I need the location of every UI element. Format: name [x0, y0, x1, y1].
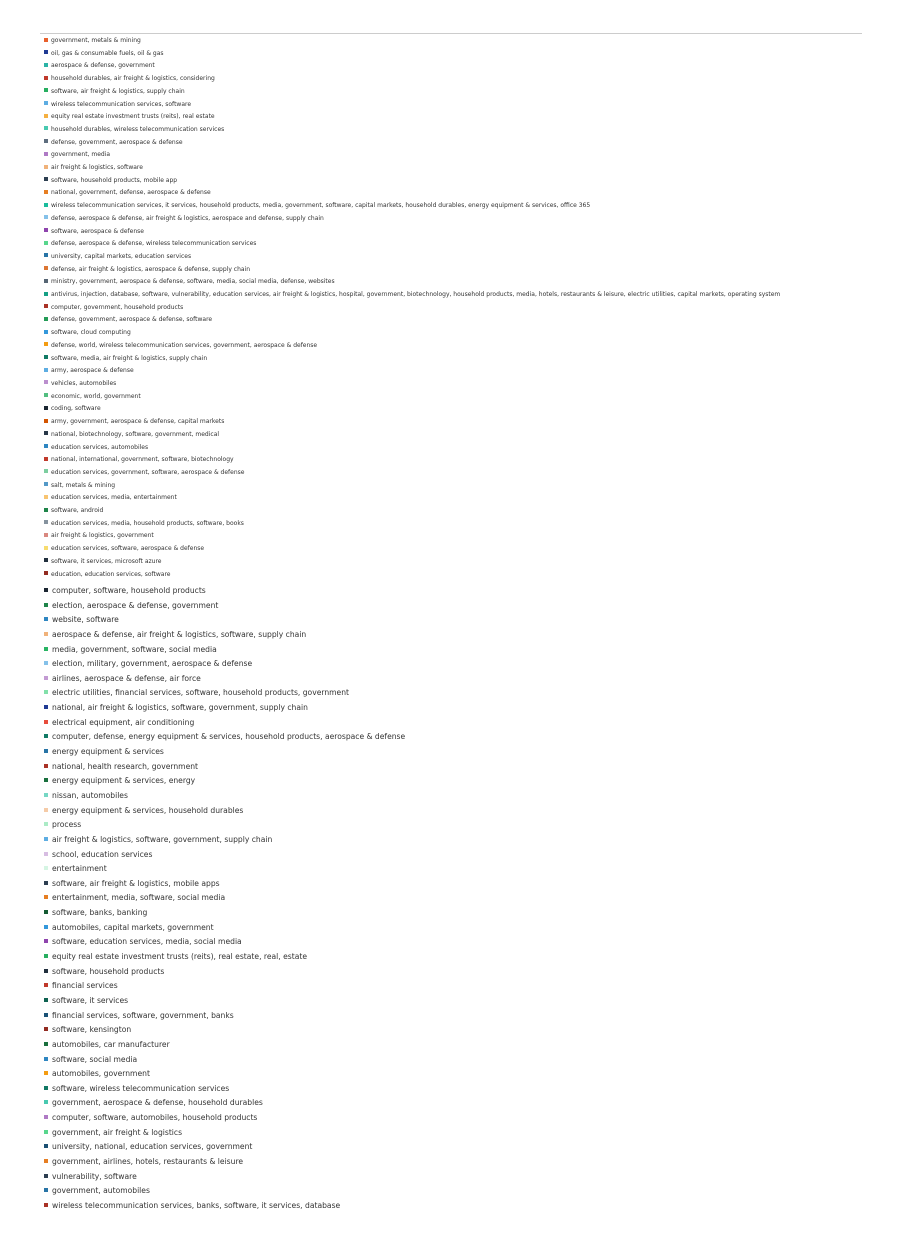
legend-label: oil, gas & consumable fuels, oil & gas — [51, 49, 164, 57]
legend-entry — [44, 137, 780, 150]
legend-entry — [44, 950, 405, 965]
legend-entry — [44, 149, 780, 162]
legend-entry — [44, 730, 405, 745]
legend-swatch — [44, 342, 48, 346]
legend-label: automobiles, government — [52, 1069, 150, 1079]
legend-label: wireless telecommunication services, it services, household products, media, government, software, capital markets, household durables, energy equipment & services, office 365 — [51, 202, 591, 210]
legend-swatch — [44, 88, 48, 92]
legend-swatch — [44, 304, 48, 308]
legend-entry — [44, 891, 405, 906]
legend-swatch — [44, 1042, 48, 1046]
legend-swatch — [44, 954, 48, 958]
legend-swatch — [44, 793, 48, 797]
legend-swatch — [44, 431, 48, 435]
legend-label: ministry, government, aerospace & defense, software, media, social media, defense, websites — [51, 278, 335, 286]
legend-label: defense, air freight & logistics, aerospace & defense, supply chain — [51, 265, 251, 273]
legend-swatch — [44, 190, 48, 194]
legend-swatch — [44, 1203, 48, 1207]
legend-entry — [44, 848, 405, 863]
legend-label: national, health research, government — [52, 761, 199, 771]
legend-swatch — [44, 690, 48, 694]
legend-entry — [44, 99, 780, 112]
legend-entry — [44, 543, 780, 556]
legend-label: national, air freight & logistics, software, government, supply chain — [52, 703, 308, 713]
legend-swatch — [44, 588, 48, 592]
legend-swatch — [44, 177, 48, 181]
legend-swatch — [44, 983, 48, 987]
legend-label: national, biotechnology, software, government, medical — [51, 430, 220, 438]
legend-entry — [44, 403, 780, 416]
legend-entry — [44, 1082, 405, 1097]
legend-label: entertainment, media, software, social media — [52, 893, 226, 903]
legend-entry — [44, 1111, 405, 1126]
legend-swatch — [44, 508, 48, 512]
legend-label: economic, world, government — [51, 392, 141, 400]
legend-swatch — [44, 808, 48, 812]
legend-label: nissan, automobiles — [52, 790, 128, 800]
legend-label: wireless telecommunication services, software — [51, 100, 192, 108]
legend-swatch — [44, 215, 48, 219]
legend-entry — [44, 921, 405, 936]
legend-label: software, banks, banking — [52, 908, 148, 918]
legend-label: air freight & logistics, software, government, supply chain — [52, 834, 273, 844]
legend-swatch — [44, 617, 48, 621]
legend-swatch — [44, 939, 48, 943]
legend-label: automobiles, car manufacturer — [52, 1039, 170, 1049]
legend-swatch — [44, 866, 48, 870]
legend-large — [44, 584, 405, 1214]
legend-entry — [44, 1199, 405, 1214]
legend-swatch — [44, 1130, 48, 1134]
legend-swatch — [44, 571, 48, 575]
legend-swatch — [44, 101, 48, 105]
legend-swatch — [44, 749, 48, 753]
legend-label: electrical equipment, air conditioning — [52, 717, 195, 727]
legend-entry — [44, 833, 405, 848]
legend-swatch — [44, 676, 48, 680]
legend-label: election, military, government, aerospace & defense — [52, 659, 253, 669]
legend-entry — [44, 276, 780, 289]
legend-swatch — [44, 495, 48, 499]
legend-swatch — [44, 126, 48, 130]
legend-swatch — [44, 852, 48, 856]
legend-entry — [44, 48, 780, 61]
legend-label: computer, software, household products — [52, 586, 206, 595]
legend-entry — [44, 60, 780, 73]
legend-label: defense, government, aerospace & defense — [51, 138, 183, 146]
top-divider — [40, 33, 862, 34]
legend-label: software, aerospace & defense — [51, 227, 144, 235]
legend-entry — [44, 314, 780, 327]
legend-entry — [44, 994, 405, 1009]
legend-entry — [44, 353, 780, 366]
legend-label: national, government, defense, aerospace & defense — [51, 189, 211, 197]
legend-swatch — [44, 266, 48, 270]
legend-entry — [44, 686, 405, 701]
legend-label: defense, aerospace & defense, air freight & logistics, aerospace and defense, supply chain — [51, 214, 324, 222]
legend-label: government, media — [51, 151, 111, 159]
legend-entry — [44, 365, 780, 378]
legend-swatch — [44, 292, 48, 296]
legend-entry — [44, 1009, 405, 1024]
legend-swatch — [44, 837, 48, 841]
legend-entry — [44, 804, 405, 819]
legend-label: air freight & logistics, software — [51, 164, 143, 172]
legend-swatch — [44, 76, 48, 80]
legend-entry — [44, 672, 405, 687]
legend-entry — [44, 302, 780, 315]
legend-entry — [44, 327, 780, 340]
legend-label: government, air freight & logistics — [52, 1127, 183, 1137]
legend-label: army, aerospace & defense — [51, 367, 134, 375]
legend-entry — [44, 774, 405, 789]
legend-swatch — [44, 380, 48, 384]
legend-swatch — [44, 203, 48, 207]
legend-entry — [44, 906, 405, 921]
legend-entry — [44, 628, 405, 643]
legend-swatch — [44, 1144, 48, 1148]
legend-entry — [44, 1038, 405, 1053]
legend-label: computer, government, household products — [51, 303, 184, 311]
legend-label: defense, government, aerospace & defense, software — [51, 316, 213, 324]
legend-entry — [44, 264, 780, 277]
legend-swatch — [44, 1159, 48, 1163]
legend-label: software, cloud computing — [51, 329, 131, 337]
legend-entry — [44, 175, 780, 188]
legend-entry — [44, 877, 405, 892]
legend-label: university, national, education services, government — [52, 1142, 253, 1152]
legend-label: vehicles, automobiles — [51, 379, 117, 387]
legend-swatch — [44, 1086, 48, 1090]
legend-swatch — [44, 38, 48, 42]
legend-label: coding, software — [51, 405, 101, 413]
legend-label: salt, metals & mining — [51, 481, 116, 489]
legend-entry — [44, 200, 780, 213]
legend-swatch — [44, 705, 48, 709]
legend-label: website, software — [52, 615, 119, 625]
legend-entry — [44, 1096, 405, 1111]
legend-label: computer, software, automobiles, household products — [52, 1113, 258, 1123]
legend-swatch — [44, 63, 48, 67]
legend-entry — [44, 213, 780, 226]
legend-swatch — [44, 1013, 48, 1017]
legend-entry — [44, 745, 405, 760]
legend-label: software, it services — [52, 995, 129, 1005]
legend-entry — [44, 442, 780, 455]
legend-entry — [44, 935, 405, 950]
legend-swatch — [44, 406, 48, 410]
legend-swatch — [44, 1057, 48, 1061]
legend-entry — [44, 492, 780, 505]
legend-label: education services, government, software, aerospace & defense — [51, 468, 245, 476]
legend-swatch — [44, 720, 48, 724]
legend-swatch — [44, 1100, 48, 1104]
legend-entry — [44, 1140, 405, 1155]
legend-label: government, airlines, hotels, restaurants & leisure — [52, 1156, 244, 1166]
legend-entry — [44, 613, 405, 628]
legend-label: software, air freight & logistics, supply chain — [51, 87, 185, 95]
legend-swatch — [44, 520, 48, 524]
legend-swatch — [44, 355, 48, 359]
legend-label: wireless telecommunication services, banks, software, it services, database — [52, 1200, 341, 1210]
legend-label: software, household products, mobile app — [51, 176, 178, 184]
legend-swatch — [44, 969, 48, 973]
legend-label: government, metals & mining — [51, 37, 141, 44]
legend-label: software, education services, media, social media — [52, 937, 242, 947]
legend-entry — [44, 238, 780, 251]
legend-swatch — [44, 778, 48, 782]
legend-entry — [44, 789, 405, 804]
legend-entry — [44, 1184, 405, 1199]
legend-label: electric utilities, financial services, software, household products, government — [52, 688, 350, 698]
legend-entry — [44, 818, 405, 833]
legend-swatch — [44, 998, 48, 1002]
legend-label: government, automobiles — [52, 1186, 150, 1196]
legend-swatch — [44, 910, 48, 914]
legend-label: entertainment — [52, 864, 107, 874]
legend-swatch — [44, 419, 48, 423]
legend-label: antivirus, injection, database, software, vulnerability, education services, air freight & logistics, hospital, government, biotechnology, household products, media, hotels, restaurants & leisure, electric utilities, capital markets, operating system — [51, 291, 781, 299]
legend-swatch — [44, 1071, 48, 1075]
legend-entry — [44, 467, 780, 480]
legend-swatch — [44, 558, 48, 562]
legend-swatch — [44, 881, 48, 885]
legend-entry — [44, 657, 405, 672]
legend-entry — [44, 979, 405, 994]
legend-entry — [44, 569, 780, 582]
legend-swatch — [44, 1027, 48, 1031]
legend-label: household durables, wireless telecommunication services — [51, 125, 225, 133]
legend-entry — [44, 73, 780, 86]
legend-swatch — [44, 895, 48, 899]
legend-label: defense, aerospace & defense, wireless telecommunication services — [51, 240, 257, 248]
legend-entry — [44, 251, 780, 264]
legend-small — [44, 35, 780, 581]
legend-label: school, education services — [52, 849, 153, 859]
legend-label: energy equipment & services — [52, 747, 164, 757]
legend-label: equity real estate investment trusts (reits), real estate — [51, 113, 215, 121]
legend-swatch — [44, 822, 48, 826]
legend-label: software, household products — [52, 966, 165, 976]
legend-swatch — [44, 632, 48, 636]
legend-label: software, android — [51, 507, 104, 515]
legend-entry — [44, 1170, 405, 1185]
legend-swatch — [44, 647, 48, 651]
legend-entry — [44, 518, 780, 531]
legend-swatch — [44, 661, 48, 665]
legend-entry — [44, 1126, 405, 1141]
legend-entry — [44, 289, 780, 302]
legend-entry — [44, 416, 780, 429]
legend-entry — [44, 716, 405, 731]
legend-label: energy equipment & services, energy — [52, 776, 196, 786]
legend-swatch — [44, 1188, 48, 1192]
legend-swatch — [44, 114, 48, 118]
legend-entry — [44, 965, 405, 980]
legend-entry — [44, 1053, 405, 1068]
legend-entry — [44, 862, 405, 877]
legend-entry — [44, 86, 780, 99]
legend-label: financial services — [52, 981, 118, 991]
legend-swatch — [44, 228, 48, 232]
legend-label: air freight & logistics, government — [51, 532, 154, 540]
legend-swatch — [44, 546, 48, 550]
legend-swatch — [44, 925, 48, 929]
legend-label: household durables, air freight & logistics, considering — [51, 75, 215, 83]
legend-entry — [44, 391, 780, 404]
legend-entry — [44, 226, 780, 239]
legend-label: vulnerability, software — [52, 1171, 137, 1181]
legend-swatch — [44, 764, 48, 768]
legend-entry — [44, 340, 780, 353]
legend-entry — [44, 584, 405, 599]
legend-entry — [44, 643, 405, 658]
legend-label: automobiles, capital markets, government — [52, 922, 214, 932]
legend-entry — [44, 35, 780, 48]
legend-entry — [44, 480, 780, 493]
legend-swatch — [44, 482, 48, 486]
legend-label: process — [52, 820, 82, 830]
legend-entry — [44, 454, 780, 467]
legend-entry — [44, 701, 405, 716]
legend-swatch — [44, 1115, 48, 1119]
legend-entry — [44, 530, 780, 543]
legend-swatch — [44, 444, 48, 448]
legend-label: media, government, software, social media — [52, 644, 217, 654]
legend-label: university, capital markets, education services — [51, 252, 192, 260]
legend-label: government, aerospace & defense, household durables — [52, 1098, 263, 1108]
legend-entry — [44, 760, 405, 775]
legend-entry — [44, 124, 780, 137]
legend-label: software, wireless telecommunication services — [52, 1083, 230, 1093]
legend-label: airlines, aerospace & defense, air force — [52, 673, 201, 683]
legend-label: energy equipment & services, household durables — [52, 805, 244, 815]
legend-label: election, aerospace & defense, government — [52, 600, 219, 610]
legend-entry — [44, 378, 780, 391]
legend-label: education, education services, software — [51, 570, 171, 578]
legend-label: army, government, aerospace & defense, capital markets — [51, 418, 225, 426]
legend-label: education services, media, household products, software, books — [51, 519, 244, 527]
legend-swatch — [44, 1174, 48, 1178]
legend-entry — [44, 162, 780, 175]
legend-entry — [44, 556, 780, 569]
legend-entry — [44, 505, 780, 518]
legend-label: education services, automobiles — [51, 443, 149, 451]
legend-entry — [44, 187, 780, 200]
legend-swatch — [44, 734, 48, 738]
legend-entry — [44, 111, 780, 124]
legend-label: education services, media, entertainment — [51, 494, 177, 502]
legend-swatch — [44, 165, 48, 169]
legend-label: aerospace & defense, air freight & logistics, software, supply chain — [52, 629, 307, 639]
legend-label: software, social media — [52, 1054, 138, 1064]
legend-swatch — [44, 393, 48, 397]
legend-swatch — [44, 152, 48, 156]
legend-swatch — [44, 253, 48, 257]
legend-entry — [44, 429, 780, 442]
legend-swatch — [44, 603, 48, 607]
legend-swatch — [44, 469, 48, 473]
legend-swatch — [44, 139, 48, 143]
legend-swatch — [44, 368, 48, 372]
legend-label: equity real estate investment trusts (reits), real estate, real, estate — [52, 952, 308, 962]
legend-label: software, media, air freight & logistics, supply chain — [51, 354, 208, 362]
legend-entry — [44, 1155, 405, 1170]
legend-label: financial services, software, government, banks — [52, 1010, 234, 1020]
legend-swatch — [44, 279, 48, 283]
legend-label: software, it services, microsoft azure — [51, 557, 162, 565]
legend-entry — [44, 1067, 405, 1082]
legend-entry — [44, 1023, 405, 1038]
legend-label: computer, defense, energy equipment & services, household products, aerospace & defense — [52, 732, 406, 742]
legend-swatch — [44, 241, 48, 245]
legend-label: education services, software, aerospace & defense — [51, 545, 205, 553]
legend-entry — [44, 599, 405, 614]
legend-swatch — [44, 457, 48, 461]
legend-label: defense, world, wireless telecommunication services, government, aerospace & defense — [51, 341, 318, 349]
legend-swatch — [44, 317, 48, 321]
legend-swatch — [44, 50, 48, 54]
legend-swatch — [44, 533, 48, 537]
legend-label: software, air freight & logistics, mobile apps — [52, 878, 220, 888]
legend-swatch — [44, 330, 48, 334]
legend-label: aerospace & defense, government — [51, 62, 155, 70]
legend-label: national, international, government, software, biotechnology — [51, 456, 234, 464]
legend-label: software, kensington — [52, 1025, 132, 1035]
